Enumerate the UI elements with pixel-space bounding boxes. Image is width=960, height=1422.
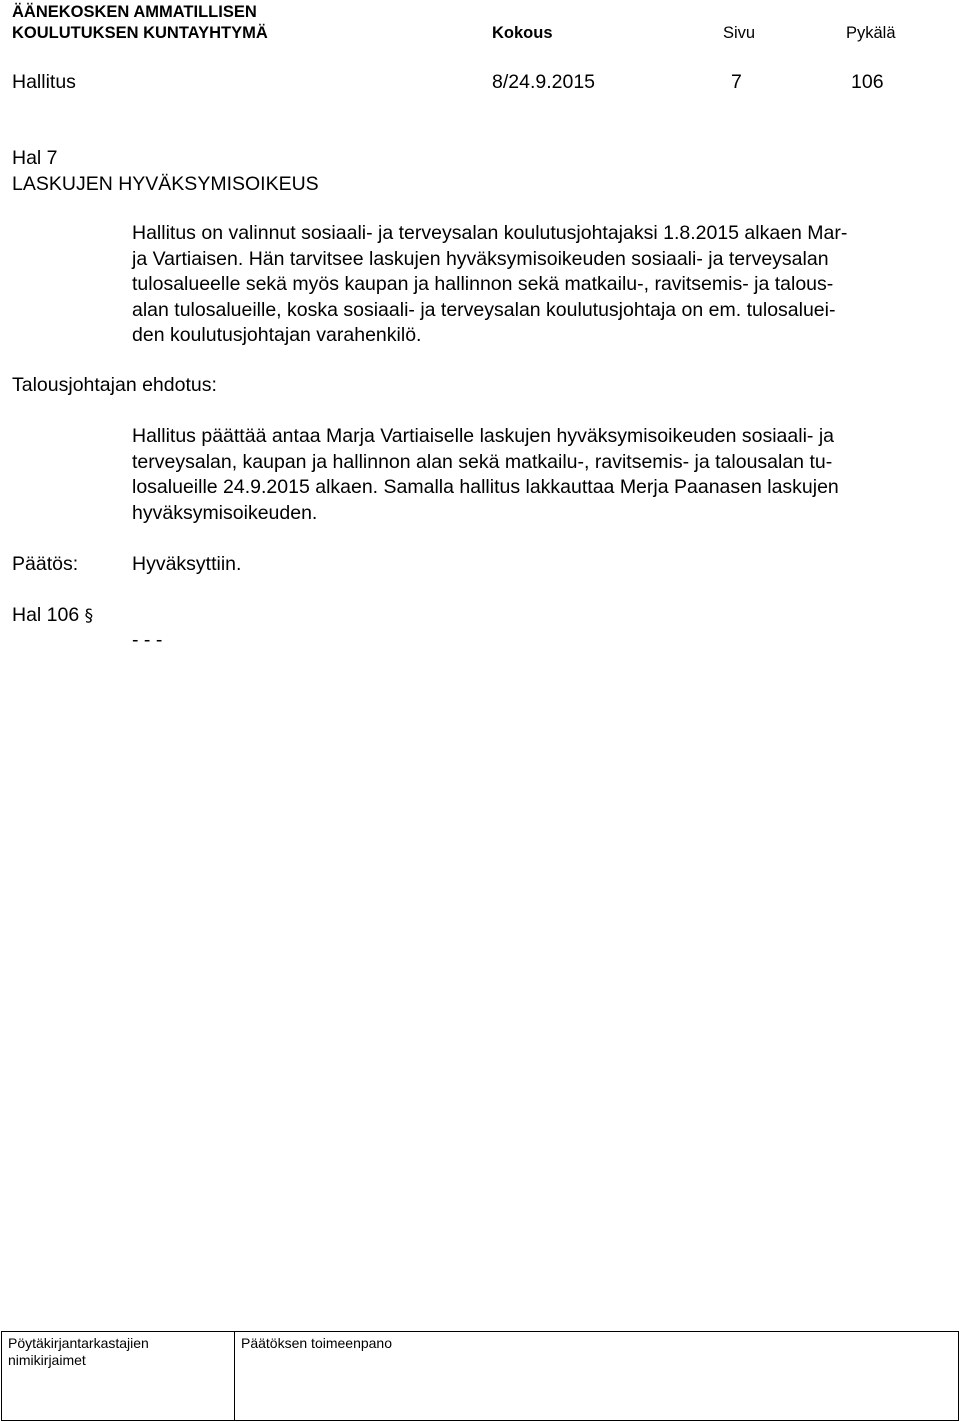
item-reference: Hal 7 (12, 147, 58, 169)
meeting-column-label: Kokous (492, 24, 553, 42)
proposal-line: Hallitus päättää antaa Marja Vartiaiselle laskujen hyväksymisoikeuden sosiaali- ja (132, 425, 834, 447)
meeting-value: 8/24.9.2015 (492, 71, 596, 93)
inspectors-initials-cell (2, 1332, 235, 1420)
proposal-paragraph (132, 424, 839, 526)
decision-implementation-cell (235, 1332, 958, 1420)
item-title: LASKUJEN HYVÄKSYMISOIKEUS (12, 173, 319, 195)
proposal-line: terveysalan, kaupan ja hallinnon alan sekä matkailu-, ravitsemis- ja talousalan tu- (132, 450, 833, 473)
intro-line: den koulutusjohtajan varahenkilö. (132, 324, 422, 346)
proposal-line: hyväksymisoikeuden. (132, 501, 318, 524)
implementation-label: Päätöksen toimeenpano (241, 1335, 392, 1351)
inspectors-label-line2: nimikirjaimet (8, 1352, 86, 1368)
section-reference (12, 603, 93, 629)
inspectors-label-line1: Pöytäkirjantarkastajien (8, 1335, 149, 1351)
intro-line: Hallitus on valinnut sosiaali- ja terveysalan koulutusjohtajaksi 1.8.2015 alkaen Mar- (132, 222, 848, 244)
section-column-label: Pykälä (846, 24, 896, 42)
intro-line: alan tulosalueille, koska sosiaali- ja terveysalan koulutusjohtaja on em. tulosaluei- (132, 298, 836, 321)
intro-line: tulosalueelle sekä myös kaupan ja hallinnon sekä matkailu-, ravitsemis- ja talous- (132, 273, 834, 295)
proposal-line: losalueille 24.9.2015 alkaen. Samalla hallitus lakkauttaa Merja Paanasen laskujen (132, 476, 839, 498)
section-sign: § (84, 606, 94, 626)
footer-box (1, 1331, 959, 1421)
section-value: 106 (851, 71, 884, 93)
intro-paragraph (132, 221, 847, 349)
decision-text: Hyväksyttiin. (132, 553, 242, 575)
end-separator: - - - (132, 629, 163, 651)
section-reference-text: Hal 106 (12, 604, 80, 626)
proposal-label: Talousjohtajan ehdotus: (12, 374, 217, 396)
page-column-label: Sivu (723, 24, 756, 42)
org-name-line1: ÄÄNEKOSKEN AMMATILLISEN (12, 3, 257, 21)
body-name: Hallitus (12, 71, 76, 93)
decision-label: Päätös: (12, 553, 79, 575)
page-value: 7 (731, 71, 742, 93)
org-name-line2: KOULUTUKSEN KUNTAYHTYMÄ (12, 24, 268, 42)
intro-line: ja Vartiaisen. Hän tarvitsee laskujen hyväksymisoikeuden sosiaali- ja terveysalan (132, 247, 829, 270)
